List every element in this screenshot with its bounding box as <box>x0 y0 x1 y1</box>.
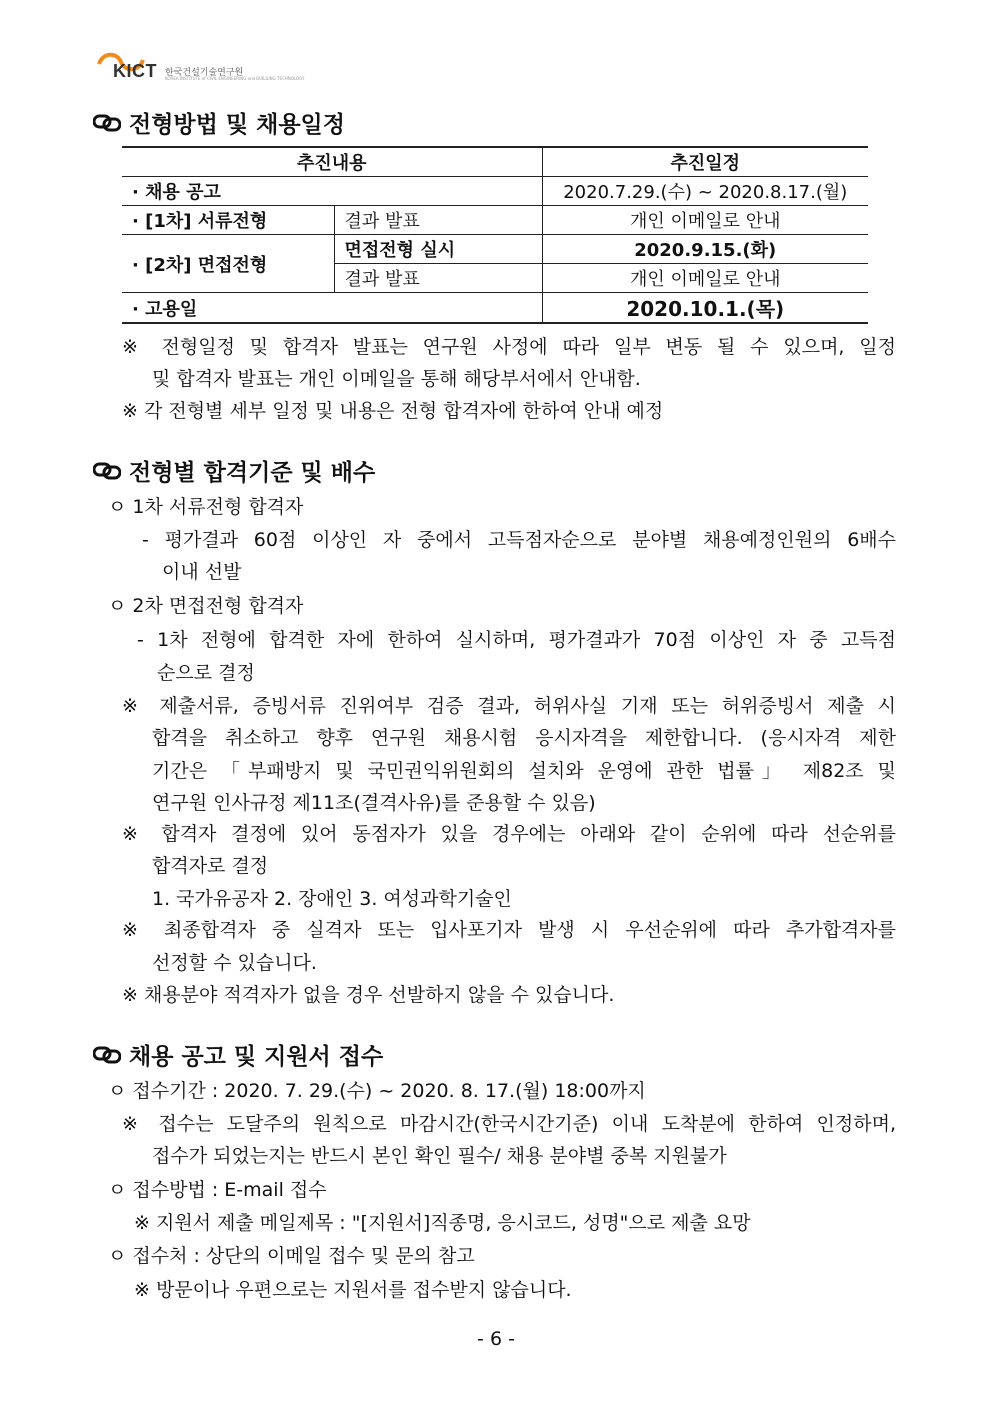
section-heading-application <box>93 1038 383 1071</box>
note: ※ 채용분야 적격자가 없을 경우 선발하지 않을 수 있습니다. <box>122 984 615 1006</box>
note: 연구원 인사규정 제11조(결격사유)를 준용할 수 있음) <box>152 792 596 814</box>
row-sub: 결과 발표 <box>334 264 542 293</box>
row-label: · 고용일 <box>122 293 542 324</box>
table-row <box>122 235 868 264</box>
note: 접수가 되었는지는 반드시 본인 확인 필수/ 채용 분야별 중복 지원불가 <box>152 1145 727 1167</box>
list-item: 이내 선발 <box>162 561 242 583</box>
link-icon <box>93 462 121 480</box>
list-item: ㅇ 1차 서류전형 합격자 <box>108 496 304 518</box>
section-title: 전형방법 및 채용일정 <box>129 112 345 138</box>
schedule-table <box>122 146 868 324</box>
link-icon <box>93 114 121 132</box>
link-icon <box>93 1046 121 1064</box>
note: ※ 제출서류, 증빙서류 진위여부 검증 결과, 허위사실 기재 또는 허위증빙서 제출 시 <box>122 695 896 717</box>
list-item: - 평가결과 60점 이상인 자 중에서 고득점자순으로 분야별 채용예정인원의 6배수 <box>142 529 896 551</box>
section-title: 채용 공고 및 지원서 접수 <box>129 1044 384 1070</box>
note: 합격을 취소하고 향후 연구원 채용시험 응시자격을 제한합니다. (응시자격 제한 <box>152 727 896 749</box>
row-label: · 채용 공고 <box>122 177 542 206</box>
list-item: ㅇ 접수방법 : E-mail 접수 <box>108 1179 327 1201</box>
note: 및 합격자 발표는 개인 이메일을 통해 해당부서에서 안내함. <box>152 368 641 390</box>
row-date: 2020.10.1.(목) <box>542 293 868 324</box>
section-title: 전형별 합격기준 및 배수 <box>129 460 376 486</box>
header-content: 추진내용 <box>122 147 542 177</box>
note: ※ 접수는 도달주의 원칙으로 마감시간(한국시간기준) 이내 도착분에 한하여 인정하며, <box>122 1113 896 1135</box>
logo-korean-text: 한국건설기술연구원 <box>165 68 244 78</box>
table-row <box>122 293 868 324</box>
note: ※ 방문이나 우편으로는 지원서를 접수받지 않습니다. <box>134 1279 572 1301</box>
note: 합격자로 결정 <box>152 855 269 877</box>
logo-kict-text: KICT <box>113 61 157 81</box>
table-row <box>122 206 868 235</box>
list-item: 순으로 결정 <box>157 662 255 684</box>
note: ※ 지원서 제출 메일제목 : "[지원서]직종명, 응시코드, 성명"으로 제출 요망 <box>134 1212 751 1234</box>
note: ※ 각 전형별 세부 일정 및 내용은 전형 합격자에 한하여 안내 예정 <box>122 400 664 422</box>
row-date: 개인 이메일로 안내 <box>542 206 868 235</box>
row-label: · [2차] 면접전형 <box>122 235 334 293</box>
note: 선정할 수 있습니다. <box>152 952 317 974</box>
row-label: · [1차] 서류전형 <box>122 206 334 235</box>
section-heading-schedule <box>93 106 345 139</box>
section-heading-criteria <box>93 454 375 487</box>
table-header-row <box>122 147 868 177</box>
table-row <box>122 177 868 206</box>
row-date: 2020.7.29.(수) ~ 2020.8.17.(월) <box>542 177 868 206</box>
page-number: - 6 - <box>477 1328 515 1350</box>
row-date: 2020.9.15.(화) <box>542 235 868 264</box>
logo-sub-text: KOREA INSTITUTE of CIVIL ENGINEERING and BUILDING TECHNOLOGY <box>165 76 305 81</box>
note: ※ 최종합격자 중 실격자 또는 입사포기자 발생 시 우선순위에 따라 추가합격자를 <box>122 919 896 941</box>
row-date: 개인 이메일로 안내 <box>542 264 868 293</box>
note: ※ 합격자 결정에 있어 동점자가 있을 경우에는 아래와 같이 순위에 따라 선순위를 <box>122 823 896 845</box>
note: 기간은 「부패방지 및 국민권익위원회의 설치와 운영에 관한 법률」 제82조 및 <box>152 760 896 782</box>
list-item: ㅇ 접수기간 : 2020. 7. 29.(수) ~ 2020. 8. 17.(월) 18:00까지 <box>108 1080 646 1102</box>
row-sub: 면접전형 실시 <box>334 235 542 264</box>
note: ※ 전형일정 및 합격자 발표는 연구원 사정에 따라 일부 변동 될 수 있으며, 일정 <box>122 336 896 358</box>
list-item: ㅇ 2차 면접전형 합격자 <box>108 595 304 617</box>
note: 1. 국가유공자 2. 장애인 3. 여성과학기술인 <box>152 888 512 910</box>
list-item: ㅇ 접수처 : 상단의 이메일 접수 및 문의 참고 <box>108 1245 475 1267</box>
row-sub: 결과 발표 <box>334 206 542 235</box>
list-item: - 1차 전형에 합격한 자에 한하여 실시하며, 평가결과가 70점 이상인 자 중 고득점 <box>137 629 896 651</box>
header-date: 추진일정 <box>542 147 868 177</box>
